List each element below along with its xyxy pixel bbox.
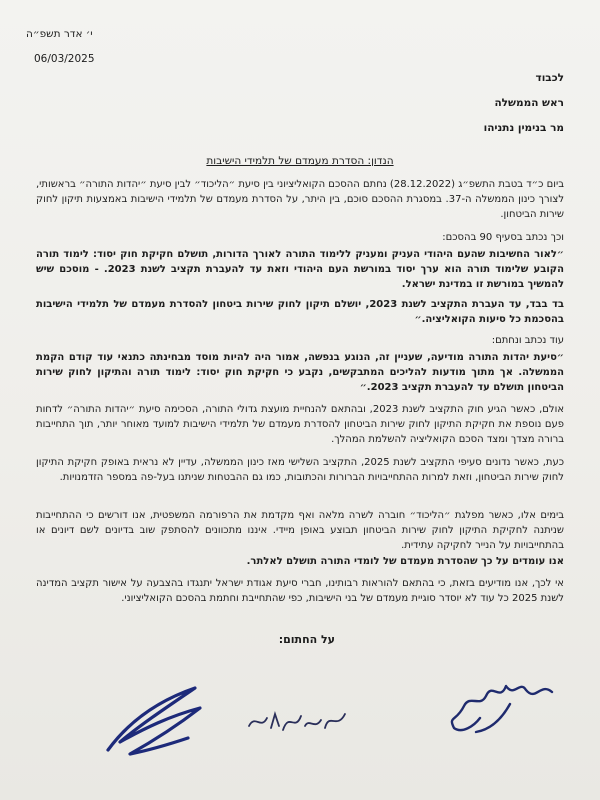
quote-paragraph-1: ״לאור החשיבות שהעם היהודי העניק ומעניק ללימוד התורה לאורך הדורות, תושלם חקיקת חוק יסוד: לימוד תורה הקובע שלימוד תורה הוא ערך יסוד במורשת העם היהודי וזאת עד להעברת תקציב לשנת 2023. - מוסכם שיש להמשיך במורשת זו במדינת ישראל.: [36, 249, 564, 291]
body-paragraph-7: אי לכך, אנו מודיעים בזאת, כי בהתאם להוראות רבותינו, חברי סיעת אגודת ישראל יתנגדו בהצבעה על אישור תקציב המדינה לשנת 2025 כל עוד לא יוסדר סוגיית מעמדם של בני הישיבות, כפי שהתחייבת וחתמת בהסכם הקואליציוני.: [36, 578, 564, 605]
quote-paragraph-2: בד בבד, עד העברת התקציב לשנת 2023, יושלם תיקון לחוק שירות ביטחון להסדרת מעמדם של תלמידי הישיבות בהסכמת כל סיעות הקואליציה.״: [36, 299, 564, 326]
recipient-title: ראש הממשלה: [494, 97, 564, 109]
recipient-name: מר בנימין נתניהו: [483, 122, 564, 134]
quote-paragraph-3: ״סיעת יהדות התורה מודיעה, שעניין זה, הנוגע בנפשה, אמור היה להיות מוסד מבחינתה כתנאי עוד קודם הקמת הממשלה. אך מתוך מודעות להליכים המתבקשים, נקבע כי חקיקת חוק יסוד: לימוד תורה והתיקון לחוק שירות הביטחון תושלם עד להעברת תקציב 2023.״: [36, 352, 564, 394]
subject-text: : הסדרת מעמדם של תלמידי הישיבות: [206, 155, 372, 167]
body-paragraph-1: ביום כ״ד בטבת התשפ״ג (28.12.2022) נחתם ההסכם הקואליציוני בין סיעת ״הליכוד״ לבין סיעת ״יהדות התורה״ בראשותי, לצורך כינון הממשלה ה-37. במסגרת ההסכם סוכם, בין היתר, על הסדרת מעמדם של תלמידי הישיבות באמצעות תיקון לחוק שירות הביטחון.: [36, 179, 564, 221]
body-paragraph-4: אולם, כאשר הגיע חוק התקציב לשנת 2023, ובהתאם להנחיית מועצת גדולי התורה, הסכימה סיעת ״יהדות התורה״ לדחות פעם נוספת את חקיקת התיקון לחוק שירות הביטחון להסדרת מעמדם של תלמידי הישיבות למועד מאוחר יותר, תוך התחייבות ברורה מצדך ומצד הסכם הקואליציה להשלמת המהלך.: [36, 404, 564, 446]
gregorian-date: 06/03/2025: [34, 53, 95, 65]
body-paragraph-5: כעת, כאשר נדונים סעיפי התקציב לשנת 2025, התקציב השלישי מאז כינון הממשלה, עדיין לא נראית באופק חקיקת התיקון לחוק שירות הביטחון, וזאת למרות ההתחייבויות הברורות והכתובות, כמו גם ההבטחות שניתנו בעל-פה במספר הזדמנויות.: [36, 457, 564, 484]
subject-line: [0, 155, 600, 167]
body-paragraph-6-emphasis: אנו עומדים על כך שהסדרת מעמדם של לומדי התורה תושלם לאלתר.: [246, 556, 564, 567]
body-paragraph-3: עוד נכתב ונחתם:: [491, 335, 564, 346]
signature-right: [440, 672, 560, 742]
hebrew-date: י׳ אדר תשפ״ה: [26, 28, 93, 40]
recipient-salutation: לכבוד: [535, 72, 564, 84]
body-paragraph-6: בימים אלו, כאשר מפלגת ״הליכוד״ חוברה לשרה מלאה ואף מקדמת את הרפורמה המשפטית, אנו דורשים כי ההתחייבות שניתנה לחקיקת התיקון לחוק שירות הביטחון תבוצע באופן מיידי. איננו מתכוונים להסתפק שוב בדיונים לשם דיונים או בהתחייבויות על הנייר לחקיקה עתידית.: [36, 510, 564, 552]
body-paragraph-2: וכך נכתב בסעיף 90 בהסכם:: [442, 232, 564, 243]
subject-label: הנדון: [371, 155, 394, 167]
signature-middle: [245, 700, 355, 740]
signature-left: [100, 680, 210, 760]
signature-heading: על החתום:: [278, 633, 335, 646]
